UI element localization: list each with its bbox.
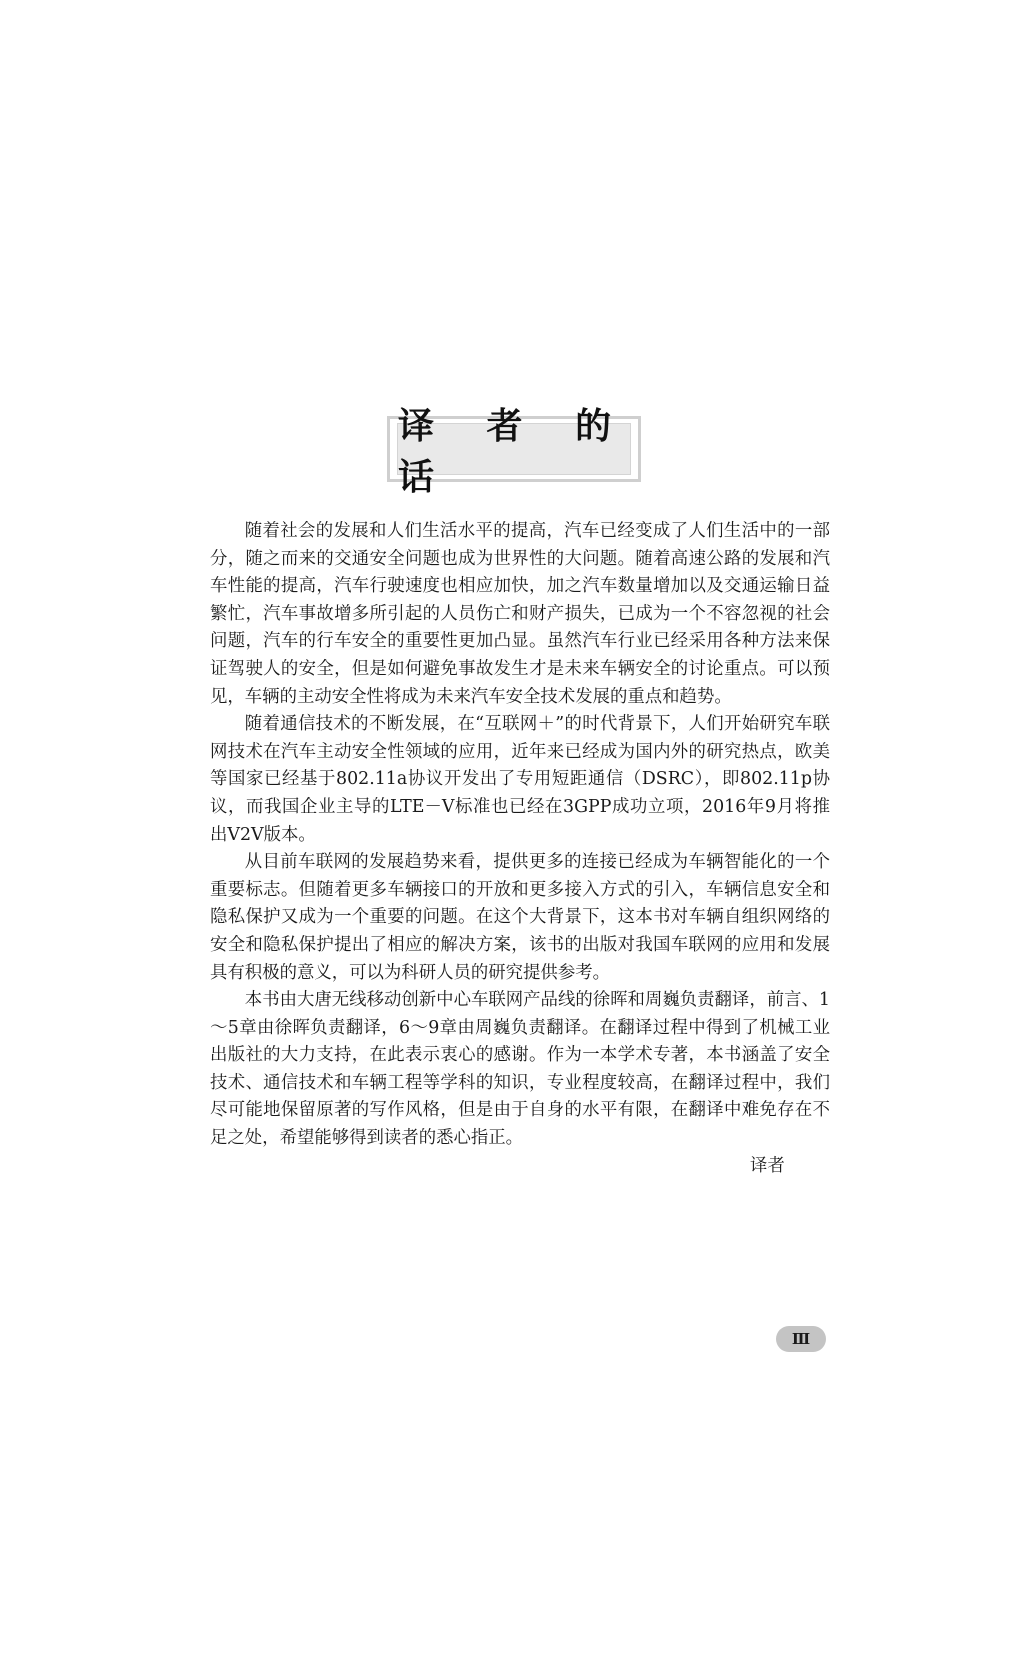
- title-frame: [387, 406, 641, 498]
- paragraph-1: 随着社会的发展和人们生活水平的提高，汽车已经变成了人们生活中的一部分，随之而来的交通安全问题也成为世界性的大问题。随着高速公路的发展和汽车性能的提高，汽车行驶速度也相应加快，加之汽车数量增加以及交通运输日益繁忙，汽车事故增多所引起的人员伤亡和财产损失，已成为一个不容忽视的社会问题，汽车的行车安全的重要性更加凸显。虽然汽车行业已经采用各种方法来保证驾驶人的安全，但是如何避免事故发生才是未来车辆安全的讨论重点。可以预见，车辆的主动安全性将成为未来汽车安全技术发展的重点和趋势。: [210, 521, 830, 707]
- paragraph-3: 从目前车联网的发展趋势来看，提供更多的连接已经成为车辆智能化的一个重要标志。但随着更多车辆接口的开放和更多接入方式的引入，车辆信息安全和隐私保护又成为一个重要的问题。在这个大背景下，这本书对车辆自组织网络的安全和隐私保护提出了相应的解决方案，该书的出版对我国车联网的应用和发展具有积极的意义，可以为科研人员的研究提供参考。: [210, 852, 830, 983]
- page-number-badge: Ⅲ: [776, 1326, 826, 1352]
- paragraph-4: 本书由大唐无线移动创新中心车联网产品线的徐晖和周巍负责翻译，前言、1～5章由徐晖负责翻译，6～9章由周巍负责翻译。在翻译过程中得到了机械工业出版社的大力支持，在此表示衷心的感谢。作为一本学术专著，本书涵盖了安全技术、通信技术和车辆工程等学科的知识，专业程度较高，在翻译过程中，我们尽可能地保留原著的写作风格，但是由于自身的水平有限，在翻译中难免存在不足之处，希望能够得到读者的悉心指正。: [210, 990, 830, 1149]
- page-title: 译 者 的 话: [398, 406, 632, 498]
- signature: 译者: [750, 1156, 785, 1176]
- paragraph-2: 随着通信技术的不断发展，在“互联网＋”的时代背景下，人们开始研究车联网技术在汽车主动安全性领域的应用，近年来已经成为国内外的研究热点，欧美等国家已经基于802.11a协议开发出了专用短距通信（DSRC），即802.11p协议，而我国企业主导的LTE－V标准也已经在3GPP成功立项，2016年9月将推出V2V版本。: [210, 714, 830, 845]
- body-text: [210, 518, 830, 1153]
- title-frame-inner-panel: [397, 406, 632, 498]
